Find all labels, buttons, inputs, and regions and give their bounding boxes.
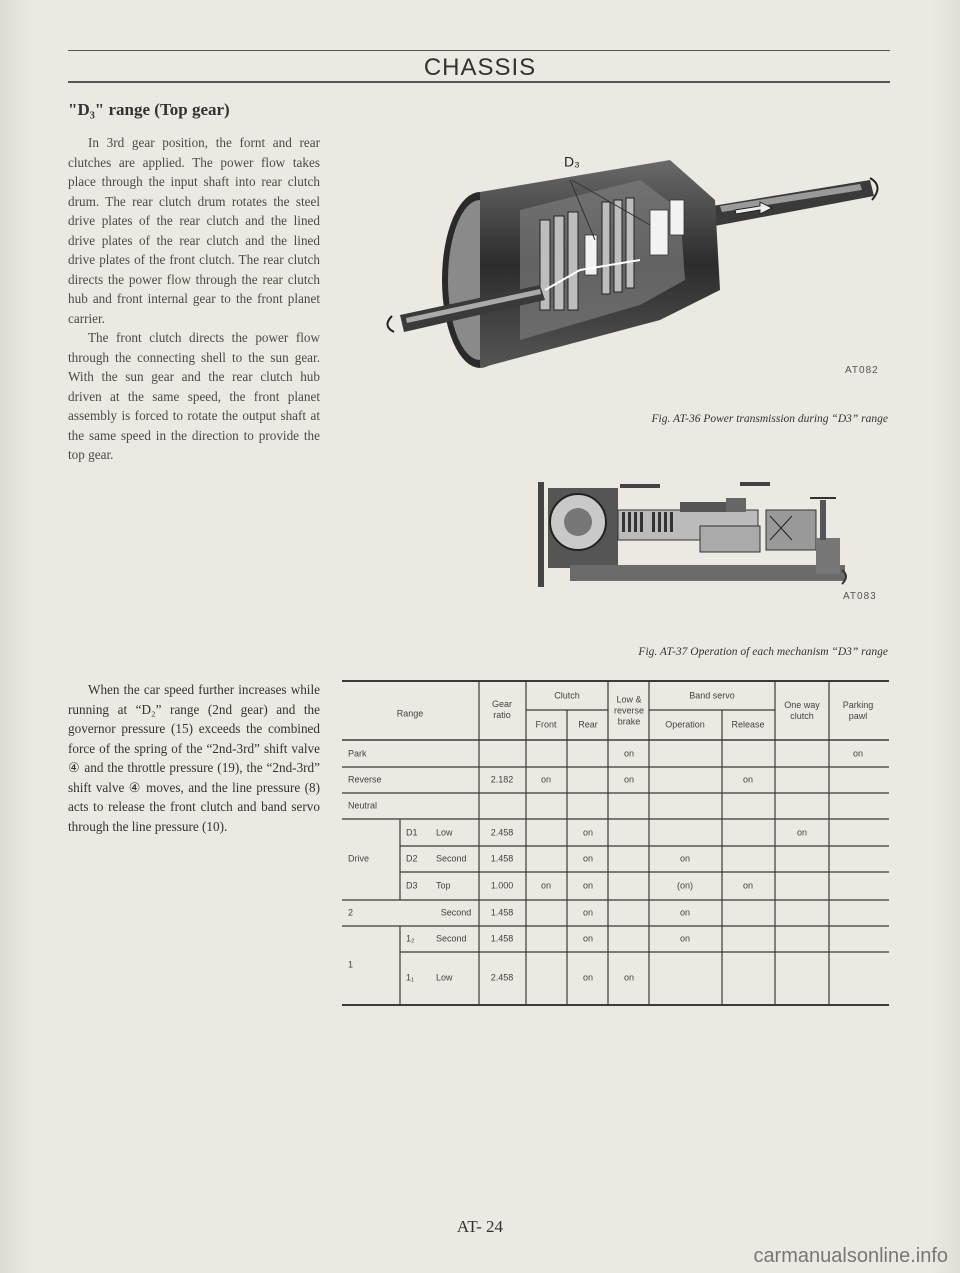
row-d2-sub: D2	[406, 853, 418, 864]
row-11-sub: 1₁	[406, 972, 415, 983]
table-gridlines	[342, 682, 889, 1004]
row-reverse-release: on	[742, 774, 754, 785]
row-d1-gear: Low	[436, 827, 453, 838]
figure1-caption: Fig. AT-36 Power transmission during “D3” range	[651, 413, 888, 425]
row-d3-rear: on	[582, 880, 594, 891]
header-front: Front	[535, 719, 557, 730]
row-11-rear: on	[582, 972, 594, 983]
row-d1-rear: on	[582, 827, 594, 838]
d3-label: D₃	[564, 153, 580, 170]
paragraph-upshift-text: When the car speed further increases while running at “D₂” range (2nd gear) and the governor pressure (15) exceeds the combined force of the spring of the “2nd-3rd” shift valve ④ and the throttle pressure (19), the “2nd-3rd” shift valve ④ moves, and the line pressure (8) acts to release the front clutch and band servo through the line pressure (10).	[68, 682, 320, 834]
row-2-group: 2	[348, 907, 354, 918]
mechanism-schematic-figure	[530, 470, 860, 595]
row-11-ratio: 2.458	[490, 972, 514, 983]
row-2-rear: on	[582, 907, 594, 918]
row-d3-front: on	[540, 880, 552, 891]
row-park-low-reverse: on	[623, 748, 635, 759]
header-rule-top	[68, 50, 890, 51]
page-header-title: CHASSIS	[423, 54, 537, 81]
header-rear: Rear	[578, 719, 598, 730]
header-gear-ratio: Gear ratio	[491, 699, 512, 720]
row-d2-gear: Second	[436, 853, 467, 864]
row-d2-rear: on	[582, 853, 594, 864]
header-release: Release	[731, 719, 765, 730]
header-parking-pawl: Parking pawl	[842, 700, 874, 721]
transmission-cutaway-illustration	[340, 140, 890, 380]
row-12-ratio: 1.458	[490, 933, 514, 944]
header-operation: Operation	[665, 719, 705, 730]
row-11-low-reverse: on	[623, 972, 635, 983]
body-text-column	[68, 133, 320, 465]
watermark: carmanualsonline.info	[753, 1245, 948, 1267]
row-park-range: Park	[348, 748, 367, 759]
header-low-reverse-brake: Low & reverse brake	[613, 694, 644, 727]
figure2-caption: Fig. AT-37 Operation of each mechanism “D3” range	[638, 646, 888, 658]
row-d3-gear: Top	[436, 880, 451, 891]
row-11-gear: Low	[436, 972, 453, 983]
header-band-servo: Band servo	[689, 690, 735, 701]
row-d3-sub: D3	[406, 880, 418, 891]
row-2-operation: on	[679, 907, 691, 918]
operation-table	[342, 680, 889, 1006]
row-reverse-front: on	[540, 774, 552, 785]
page-number: AT- 24	[456, 1217, 504, 1236]
paragraph-front-clutch: The front clutch directs the power flow through the connecting shell to the sun gear. With the sun gear and the rear clutch hub driven at the same speed, the front planet assembly is forced to rotate the output shaft at the same speed in the direction to provide the top gear.	[68, 330, 320, 462]
mechanism-schematic-illustration	[530, 470, 860, 595]
figure2-code: AT083	[843, 591, 877, 602]
row-d3-release: on	[742, 880, 754, 891]
power-transmission-figure	[340, 140, 890, 380]
row-d1-sub: D1	[406, 827, 418, 838]
paragraph-upshift	[68, 680, 320, 836]
header-rule-bottom	[68, 81, 890, 83]
row-2-ratio: 1.458	[490, 907, 514, 918]
row-park-parking: on	[852, 748, 864, 759]
row-d2-ratio: 1.458	[490, 853, 514, 864]
row-drive-group: Drive	[348, 853, 370, 864]
row-1-group: 1	[348, 959, 354, 970]
row-reverse-low-reverse: on	[623, 774, 635, 785]
row-d3-ratio: 1.000	[490, 880, 514, 891]
paragraph-rear-clutch: In 3rd gear position, the fornt and rear clutches are applied. The power flow takes place through the input shaft into rear clutch drum. The rear clutch drum rotates the steel drive plates of the rear clutch and the lined drive plates of the rear clutch and the lined drive plates of the front clutch. The rear clutch directs the power flow through the rear clutch hub and front internal gear to the front planet carrier.	[68, 135, 320, 326]
row-reverse-range: Reverse	[348, 774, 382, 785]
row-d3-operation: (on)	[676, 880, 694, 891]
row-2-gear: Second	[440, 907, 472, 918]
row-12-rear: on	[582, 933, 594, 944]
header-one-way-clutch: One way clutch	[784, 700, 820, 721]
row-neutral-range: Neutral	[348, 800, 378, 811]
header-clutch: Clutch	[554, 690, 580, 701]
row-d2-operation: on	[679, 853, 691, 864]
figure1-code: AT082	[845, 365, 879, 376]
row-12-gear: Second	[436, 933, 467, 944]
section-heading: "D₃" range (Top gear)	[68, 100, 230, 119]
row-reverse-ratio: 2.182	[490, 774, 514, 785]
header-range: Range	[396, 708, 424, 719]
row-d1-one-way: on	[796, 827, 808, 838]
row-12-sub: 1₂	[406, 933, 415, 944]
row-12-operation: on	[679, 933, 691, 944]
row-d1-ratio: 2.458	[490, 827, 514, 838]
